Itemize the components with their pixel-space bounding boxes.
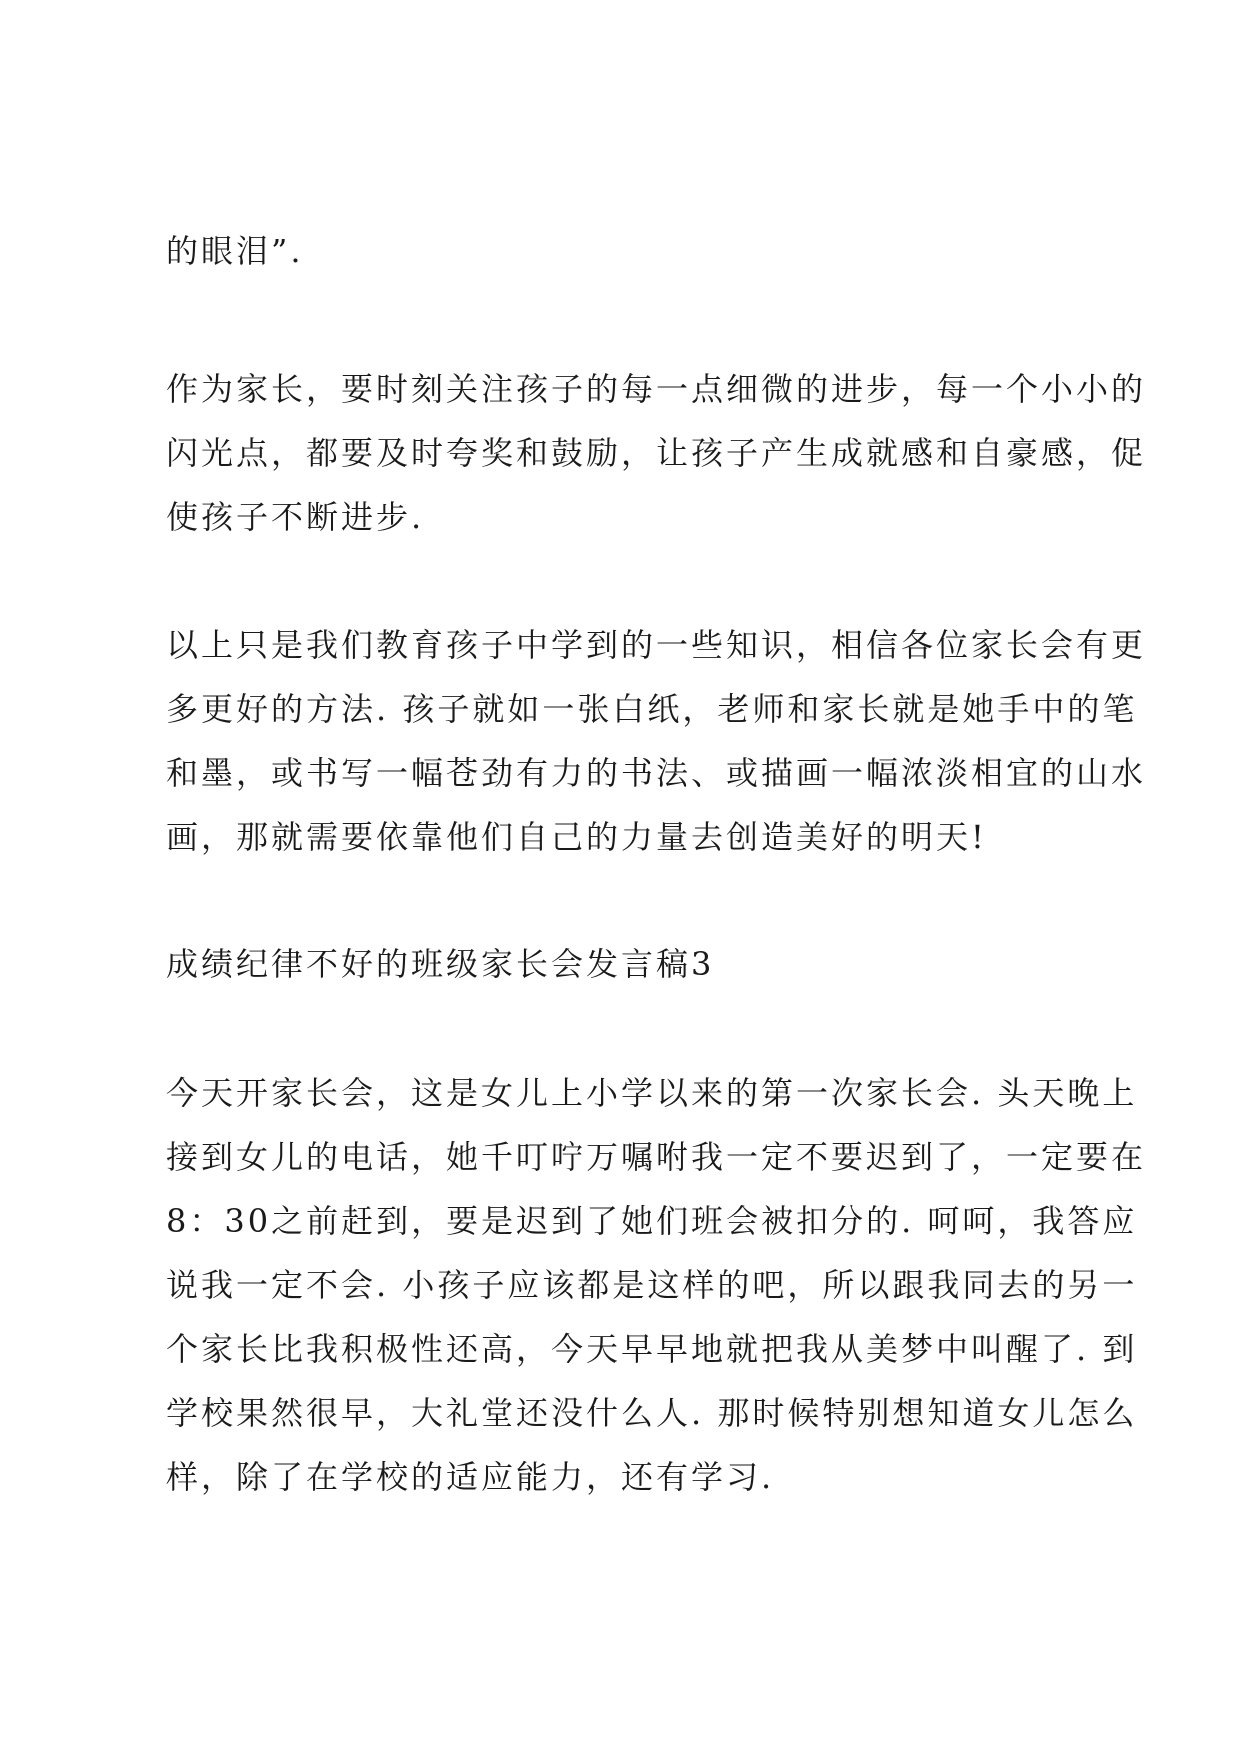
text-line: 8：30之前赶到，要是迟到了她们班会被扣分的. 呵呵，我答应: [166, 1202, 1138, 1240]
text-line: 说我一定不会. 小孩子应该都是这样的吧，所以跟我同去的另一: [166, 1266, 1138, 1304]
text-line: 接到女儿的电话，她千叮咛万嘱咐我一定不要迟到了，一定要在: [166, 1138, 1147, 1176]
paragraph-closing-quote: [166, 219, 1096, 283]
text-line: 和墨，或书写一幅苍劲有力的书法、或描画一幅浓淡相宜的山水: [166, 754, 1147, 792]
text-line: 样，除了在学校的适应能力，还有学习.: [166, 1458, 775, 1496]
heading-line: 成绩纪律不好的班级家长会发言稿3: [166, 945, 715, 983]
text-line: 今天开家长会，这是女儿上小学以来的第一次家长会. 头天晚上: [166, 1074, 1138, 1112]
text-line: 闪光点，都要及时夸奖和鼓励，让孩子产生成就感和自豪感，促: [166, 434, 1147, 472]
text-line: 学校果然很早，大礼堂还没什么人. 那时候特别想知道女儿怎么: [166, 1394, 1138, 1432]
text-line: 多更好的方法. 孩子就如一张白纸，老师和家长就是她手中的笔: [166, 690, 1138, 728]
text-line: 画，那就需要依靠他们自己的力量去创造美好的明天!: [166, 818, 987, 856]
text-line: 的眼泪”.: [166, 232, 304, 270]
text-line: 作为家长，要时刻关注孩子的每一点细微的进步，每一个小小的: [166, 370, 1147, 408]
text-line: 使孩子不断进步.: [166, 498, 425, 536]
paragraph-parent-attention: [166, 357, 1147, 549]
paragraph-summary: [166, 613, 1147, 869]
paragraph-meeting-day: [166, 1061, 1147, 1509]
section-heading: [166, 932, 1096, 996]
text-line: 个家长比我积极性还高，今天早早地就把我从美梦中叫醒了. 到: [166, 1330, 1138, 1368]
text-line: 以上只是我们教育孩子中学到的一些知识，相信各位家长会有更: [166, 626, 1147, 664]
